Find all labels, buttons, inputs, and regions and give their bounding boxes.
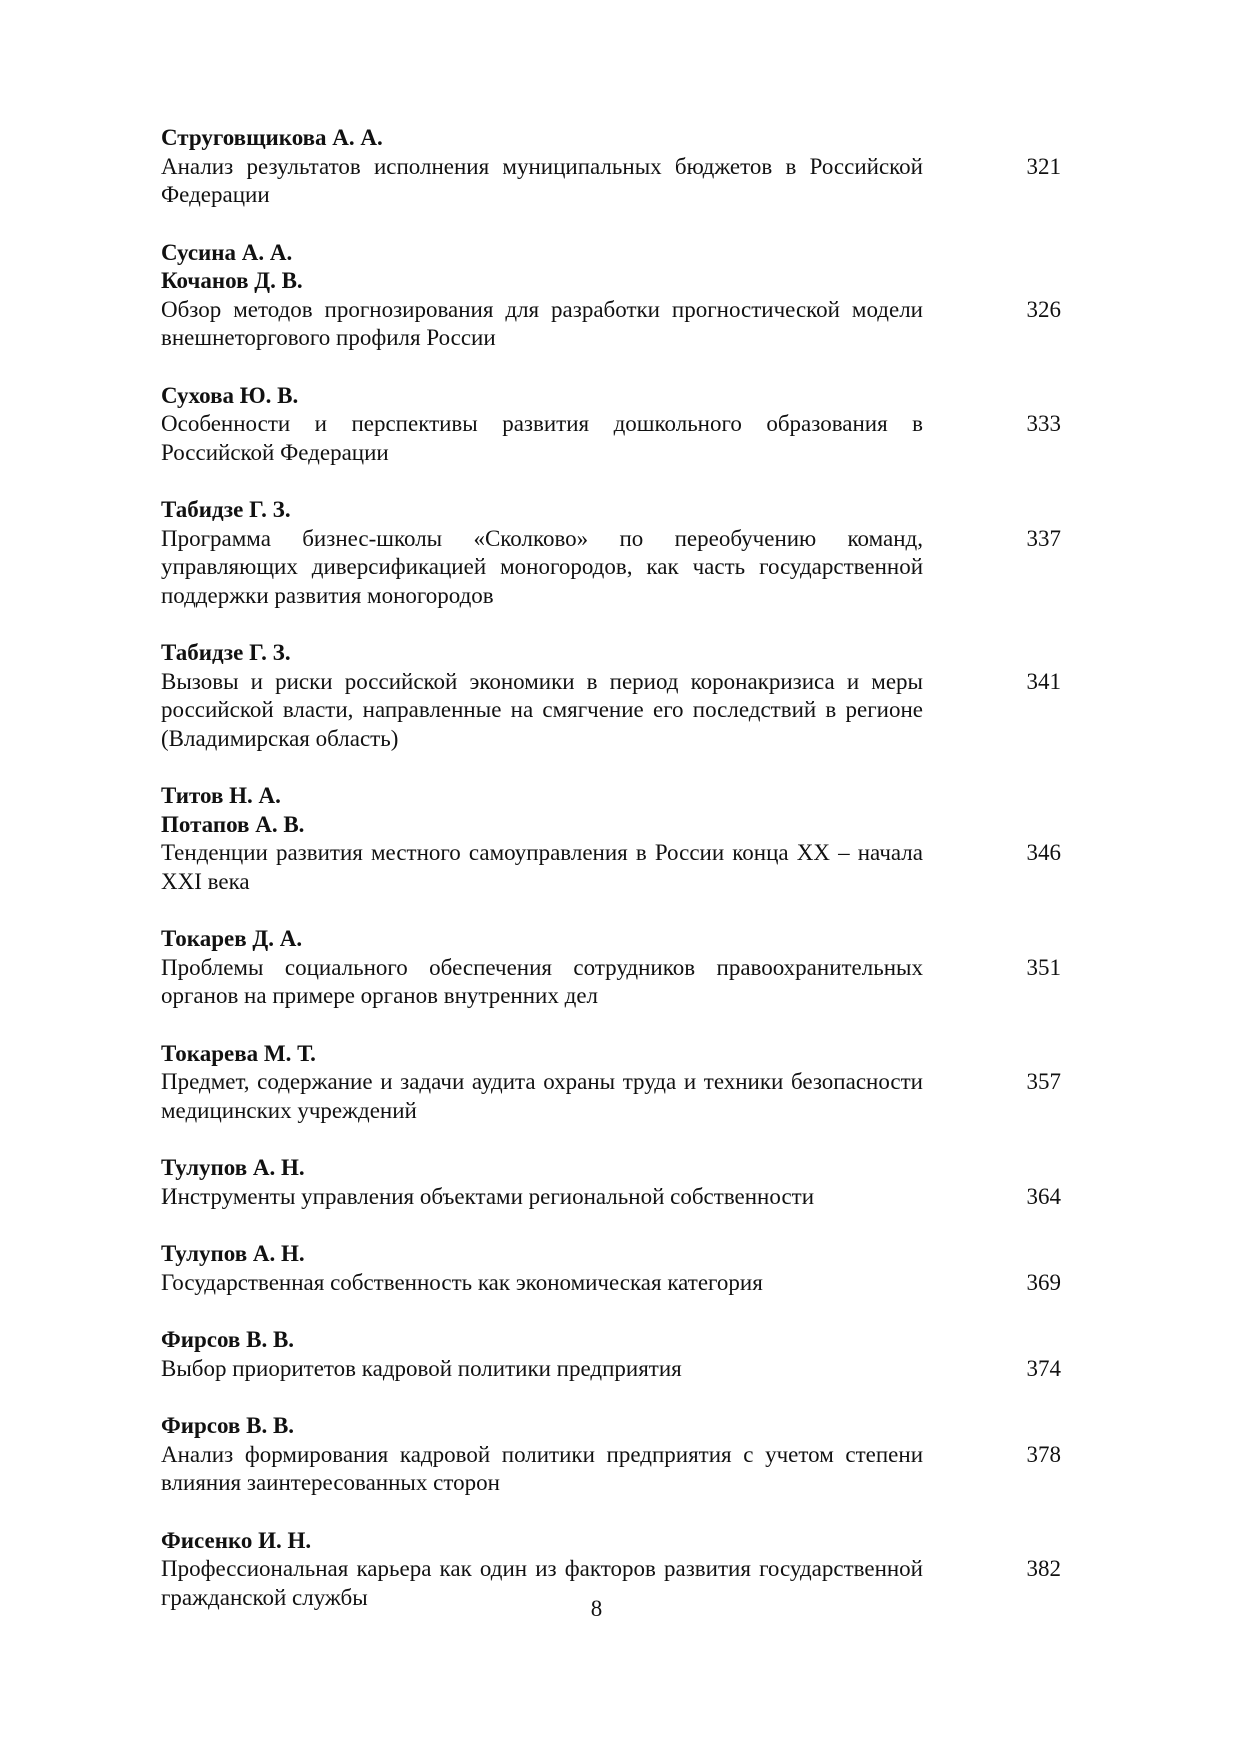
entry-title: Вызовы и риски российской экономики в период коронакризиса и меры российской власти, направленные на смягчение его последствий в регионе (Владимирская область): [161, 668, 923, 751]
toc-entry: [161, 1154, 1061, 1211]
entry-author: Тулупов А. Н.: [161, 1155, 305, 1180]
entry-title: Предмет, содержание и задачи аудита охраны труда и техники безопасности медицинских учреждений: [161, 1069, 923, 1123]
entry-page-number: 321: [1026, 153, 1061, 179]
toc-entry: [161, 382, 1061, 468]
entry-author: Струговщикова А. А.: [161, 125, 383, 150]
entry-title: Государственная собственность как экономическая категория: [161, 1269, 763, 1295]
entry-title: Профессиональная карьера как один из факторов развития государственной гражданской службы: [161, 1556, 923, 1610]
entry-title: Обзор методов прогнозирования для разработки прогностической модели внешнеторгового профиля России: [161, 296, 923, 350]
toc-entry: [161, 639, 1061, 753]
entry-author: Кочанов Д. В.: [161, 268, 303, 293]
entry-title: Тенденции развития местного самоуправления в России конца ХХ – начала ХХI века: [161, 840, 923, 894]
toc-entry: [161, 1040, 1061, 1126]
entry-page-number: 326: [1026, 296, 1061, 322]
toc-entry: [161, 496, 1061, 610]
table-of-contents: [161, 124, 1061, 1641]
entry-page-number: 346: [1026, 840, 1061, 865]
entry-author: Титов Н. А.: [161, 783, 281, 808]
entry-title: Программа бизнес-школы «Сколково» по переобучению команд, управляющих диверсификацией моногородов, как часть государственной поддержки развития моногородов: [161, 525, 923, 608]
toc-entry: [161, 239, 1061, 353]
entry-title: Особенности и перспективы развития дошкольного образования в Российской Федерации: [161, 411, 923, 465]
toc-entry: [161, 925, 1061, 1011]
entry-page-number: 364: [1026, 1183, 1061, 1209]
entry-page-number: 337: [1026, 525, 1061, 551]
entry-page-number: 351: [1026, 954, 1061, 980]
entry-author: Сухова Ю. В.: [161, 382, 299, 408]
entry-author: Табидзе Г. З.: [161, 640, 291, 665]
entry-page-number: 341: [1026, 668, 1061, 694]
toc-entry: [161, 124, 1061, 210]
entry-page-number: 378: [1026, 1441, 1061, 1467]
entry-author: Фисенко И. Н.: [161, 1527, 312, 1553]
entry-author: Тулупов А. Н.: [161, 1241, 305, 1266]
entry-title: Проблемы социального обеспечения сотрудников правоохранительных органов на примере органов внутренних дел: [161, 954, 923, 1008]
entry-author: Сусина А. А.: [161, 239, 293, 265]
entry-author: Табидзе Г. З.: [161, 497, 291, 522]
toc-entry: [161, 1240, 1061, 1297]
entry-page-number: 374: [1026, 1355, 1061, 1381]
entry-page-number: 369: [1026, 1269, 1061, 1295]
entry-page-number: 333: [1026, 411, 1061, 436]
entry-title: Анализ результатов исполнения муниципальных бюджетов в Российской Федерации: [161, 153, 923, 207]
entry-title: Выбор приоритетов кадровой политики предприятия: [161, 1355, 682, 1381]
entry-page-number: 382: [1026, 1556, 1061, 1581]
entry-title: Анализ формирования кадровой политики предприятия с учетом степени влияния заинтересованных сторон: [161, 1441, 923, 1495]
entry-page-number: 357: [1026, 1069, 1061, 1094]
entry-author: Токарев Д. А.: [161, 926, 303, 951]
entry-author: Токарева М. Т.: [161, 1040, 316, 1066]
toc-entry: [161, 1326, 1061, 1383]
entry-title: Инструменты управления объектами региональной собственности: [161, 1183, 815, 1209]
footer-page-number: 8: [590, 1596, 603, 1621]
toc-entry: [161, 1412, 1061, 1498]
entry-author: Фирсов В. В.: [161, 1413, 295, 1438]
entry-author: Фирсов В. В.: [161, 1327, 295, 1352]
toc-entry: [161, 782, 1061, 896]
entry-author: Потапов А. В.: [161, 811, 305, 837]
